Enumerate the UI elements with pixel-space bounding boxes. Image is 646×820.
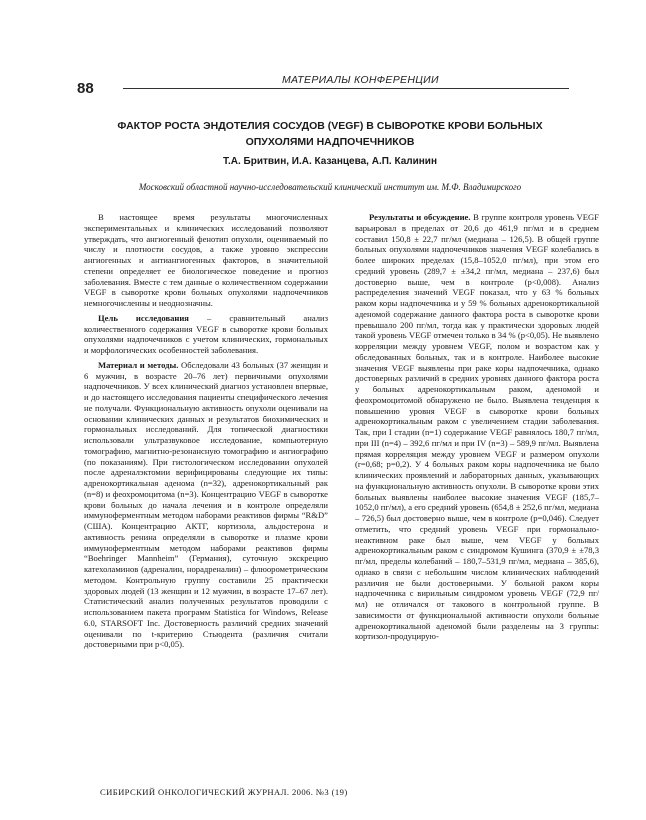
aim-lead: Цель исследования [98, 312, 189, 323]
results-lead: Результаты и обсуждение. [369, 212, 471, 222]
left-column [84, 212, 328, 650]
article-title: ФАКТОР РОСТА ЭНДОТЕЛИЯ СОСУДОВ (VEGF) В СЫВОРОТКЕ КРОВИ БОЛЬНЫХ ОПУХОЛЯМИ НАДПОЧЕЧНИКОВ [117, 120, 543, 148]
page-number: 88 [77, 80, 94, 97]
aim-paragraph [84, 313, 328, 356]
methods-paragraph [84, 360, 328, 650]
article-authors: Т.А. Бритвин, И.А. Казанцева, А.П. Калинин [223, 156, 437, 167]
journal-footer: СИБИРСКИЙ ОНКОЛОГИЧЕСКИЙ ЖУРНАЛ. 2006. №3 (19) [100, 787, 348, 797]
methods-text: Обследовали 43 больных (37 женщин и 6 мужчин, в возрасте 20–76 лет) первичными опухолями надпочечников. У всех клинический диагноз установлен впервые, и до настоящего исследования пациенты специфического лечения не получали. Функциональную активность опухоли оценивали на основании клинических данных и результатов биохимических и гормональных исследований. Для топической диагностики использовали ультразвуковое исследование, компьютерную томографию, магнитно-резонансную томографию и ангиографию (по показаниям). При гистологическом исследовании опухолей после адреналэктомии верифицированы следующие их типы: адренокортикальная аденома (n=32), адренокортикальный рак (n=8) и феохромоцитома (n=3). Концентрацию VEGF в сыворотке крови больных до начала лечения и в контроле определяли иммуноферментным методом наборами реактивов фирмы “R&D” (США). Концентрацию АКТГ, кортизола, альдостерона и активность ренина определяли в сыворотке и плазме крови иммуноферментным методом наборами реактивов фирмы “Boehringer Mannheim” (Германия), суточную экскрецию катехоламинов (адреналин, норадреналин) – флюорометрическим методом. Контрольную группу составили 25 практически здоровых людей (13 женщин и 12 мужчин, в возрасте 17–67 лет). Статистический анализ полученных результатов проводили с использованием пакета программ Statistica for Windows, Release 6.0, STARSOFT Inc. Достоверность различий средних значений оценивали по t-критерию Стьюдента (различия считали достоверными при p<0,05). [84, 359, 328, 650]
methods-lead: Материал и методы. [98, 359, 179, 370]
results-text: В группе контроля уровень VEGF варьировал в пределах от 20,6 до 461,9 пг/мл и в среднем составил 150,8 ± 22,7 пг/мл (медиана – 126,5). В общей группе больных опухолями надпочечников значения VEGF колебались в более широких пределах (15,8–1052,0 пг/мл), при этом его средний уровень (289,7 ± ±34,2 пг/мл, медиана – 237,6) был достоверно выше, чем в контроле (p<0,008). Анализ распределения значений VEGF показал, что у 63 % больных раком коры надпочечника и у 59 % больных адренокортикальной аденомой содержание данного фактора роста в сыворотке крови превышало 200 пг/мл, тогда как у практически здоровых людей такой уровень VEGF отмечен только в 34 % (p<0,05). Не выявлено корреляции между уровнем VEGF, полом и возрастом как у обследованных больных, так и в контроле. Наиболее высокие значения VEGF выявлены при раке коры надпочечника, однако достоверных различий в средних уровнях данного фактора роста у больных адренокортикальным раком, аденомой и феохромоцитомой обнаружено не было. Выявлена тенденция к повышению уровня VEGF в сыворотке крови больных адренокортикальным раком с увеличением стадии заболевания. Так, при I стадии (n=1) содержание VEGF равнялось 180,7 пг/мл, при III (n=4) – 392,6 пг/мл и при IV (n=3) – 589,9 пг/мл. Выявлена прямая корреляция между уровнем VEGF и размером опухоли (r=0,68; p=0,2). У 4 больных раком коры надпочечника не было клинических проявлений и лабораторных данных, указывающих на функциональную активность опухоли. В сыворотке крови этих больных выявлены наиболее высокие значения VEGF (185,7–1052,0 пг/мл), а его средний уровень (654,8 ± 252,6 пг/мл, медиана – 726,5) был достоверно выше, чем в контроле (p=0,046). Следует отметить, что средний уровень VEGF при гормонально-неактивном раке был выше, чем VEGF у больных адренокортикальным раком с синдромом Кушинга (370,9 ± ±78,3 пг/мл, пределы колебаний – 180,7–531,9 пг/мл, медиана – 385,6), однако в связи с небольшим числом клинических наблюдений различия не были достоверными. У больной раком коры надпочечника с вирильным синдромом уровень VEGF (72,9 пг/мл) не отличался от такового в контрольной группе. В зависимости от функциональной активности опухоли больные адренокортикальной аденомой были разделены на 3 группы: кортизол-продуцирую- [355, 212, 599, 642]
results-paragraph [355, 212, 599, 642]
intro-paragraph: В настоящее время результаты многочисленных экспериментальных и клинических исследований позволяют утверждать, что ангиогенный фенотип опухоли, оцениваемый по числу и плотности сосудов, а также уровню экспрессии ангиогенных и антиангиогенных факторов, в значительной степени определяет ее биологическое поведение и прогноз заболевания. Вместе с тем данные о количественном содержании VEGF в сыворотке крови больных опухолями надпочечников немногочисленны и неоднозначны. [84, 212, 328, 308]
right-column [355, 212, 599, 642]
article-affiliation: Московский областной научно-исследовательский клинический институт им. М.Ф. Владимирского [138, 182, 522, 192]
running-header: МАТЕРИАЛЫ КОНФЕРЕНЦИИ [282, 74, 439, 86]
header-rule [123, 88, 569, 89]
aim-text: – сравнительный анализ количественного содержания VEGF в сыворотке крови больных опухолями надпочечников с учетом клинических, гормональных и морфологических особенностей заболевания. [84, 312, 328, 355]
